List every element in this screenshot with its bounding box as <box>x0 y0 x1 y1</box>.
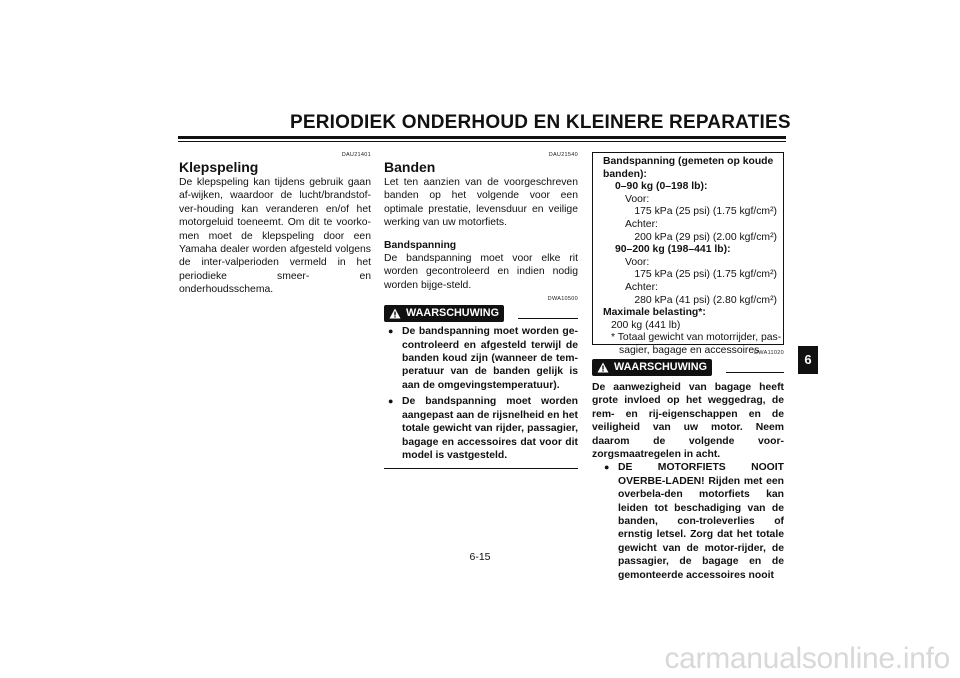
column-right <box>592 350 784 582</box>
header-rule-thin <box>178 141 786 142</box>
spec-note-cont: sagier, bagage en accessoires <box>619 344 760 356</box>
spec-note: * Totaal gewicht van motorrijder, pas- <box>611 332 782 344</box>
spec-range-1: 0–90 kg (0–198 lb): <box>615 181 708 193</box>
section-intro: Let ten aanzien van de voorgeschreven banden op het volgende voor een optimale prestatie, levensduur en veilige werking van uw motorfiets. <box>384 177 578 229</box>
warning-label-box <box>592 359 712 376</box>
list-item <box>384 325 578 392</box>
warning-body: De aanwezigheid van bagage heeft grote invloed op het weggedrag, de rem- en rij-eigenschappen en de veiligheid van uw motor. Neem daarom de volgende voor-zorgsmaatregelen in acht. <box>592 382 784 461</box>
subheading-bandspanning: Bandspanning <box>384 239 457 251</box>
warning-header <box>384 305 578 322</box>
section-heading-banden: Banden <box>384 159 436 175</box>
spec-range-2: 90–200 kg (198–441 lb): <box>615 244 731 256</box>
spec-max-load-value: 200 kg (441 lb) <box>611 319 681 331</box>
spec-rear-label: Achter: <box>625 281 658 293</box>
chapter-tab: 6 <box>798 346 818 374</box>
list-item-text: De bandspanning moet worden ge-controleerd en afgesteld terwijl de banden koud zijn (wanneer de tem-peratuur van de banden gelijk is aan de omgevingstemperatuur). <box>402 326 578 391</box>
warning-header <box>592 359 784 376</box>
list-item-text: De bandspanning moet worden aangepast aan de rijsnelheid en het totale gewicht van rijder, passagier, bagage en accessoires dat voor dit model is vastgesteld. <box>402 396 578 461</box>
spec-rear-label: Achter: <box>625 218 658 230</box>
bullet-dot-icon: ● <box>604 462 610 473</box>
spec-front-value: 175 kPa (25 psi) (1.75 kgf/cm²) <box>634 206 777 218</box>
warning-end-rule <box>384 468 578 469</box>
list-item-text: DE MOTORFIETS NOOIT OVERBE-LADEN! Rijden met een overbela-den motorfiets kan leiden tot beschadiging van de banden, con-troleverlies of ernstig letsel. Zorg dat het totale gewicht van de motor-rijder, de passagier, de bagage en de gemonteerde accessoires nooit <box>618 462 784 581</box>
subsection-body: De bandspanning moet voor elke rit worden gecontroleerd en indien nodig worden bijge-steld. <box>384 253 578 291</box>
spec-front-label: Voor: <box>625 193 650 205</box>
bullet-dot-icon: ● <box>388 326 394 337</box>
warning-label: WAARSCHUWING <box>406 307 499 320</box>
column-middle <box>384 152 578 469</box>
warning-code: DWA11020 <box>754 350 784 356</box>
spec-front-value: 175 kPa (25 psi) (1.75 kgf/cm²) <box>634 269 777 281</box>
warning-triangle-icon <box>389 308 401 319</box>
page-title: PERIODIEK ONDERHOUD EN KLEINERE REPARATIES <box>290 112 791 133</box>
section-code: DAU21540 <box>548 152 578 158</box>
section-body: De klepspeling kan tijdens gebruik gaan af-wijken, waardoor de lucht/brandstof-ver-houding kan veranderen en/of het motorgeluid toeneemt. Om dit te voorko-men moet de klepspeling door een Yamaha dealer worden afgesteld volgens de inter-valperioden vermeld in het periodieke smeer- en onderhoudsschema. <box>179 177 371 296</box>
warning-code: DWA10500 <box>547 296 578 303</box>
spec-title-cont: banden): <box>603 168 647 180</box>
spec-rear-value: 280 kPa (41 psi) (2.80 kgf/cm²) <box>634 294 777 306</box>
spec-front-label: Voor: <box>625 256 650 268</box>
list-item <box>592 461 784 582</box>
spec-rear-value: 200 kPa (29 psi) (2.00 kgf/cm²) <box>634 231 777 243</box>
warning-rule <box>726 372 784 373</box>
warning-label: WAARSCHUWING <box>614 361 707 373</box>
bullet-dot-icon: ● <box>388 396 394 407</box>
list-item <box>384 395 578 462</box>
section-code: DAU21401 <box>341 152 371 158</box>
column-left <box>179 152 371 297</box>
page-number: 6-15 <box>469 551 491 563</box>
section-heading-klepspeling: Klepspeling <box>179 159 259 175</box>
spec-max-load-label: Maximale belasting*: <box>603 307 706 319</box>
watermark: carmanualsonline.info <box>664 642 950 675</box>
spec-title: Bandspanning (gemeten op koude <box>603 156 774 167</box>
warning-label-box <box>384 305 504 322</box>
header-rule-thick <box>178 136 786 139</box>
warning-triangle-icon <box>597 362 609 373</box>
warning-rule <box>518 318 578 319</box>
